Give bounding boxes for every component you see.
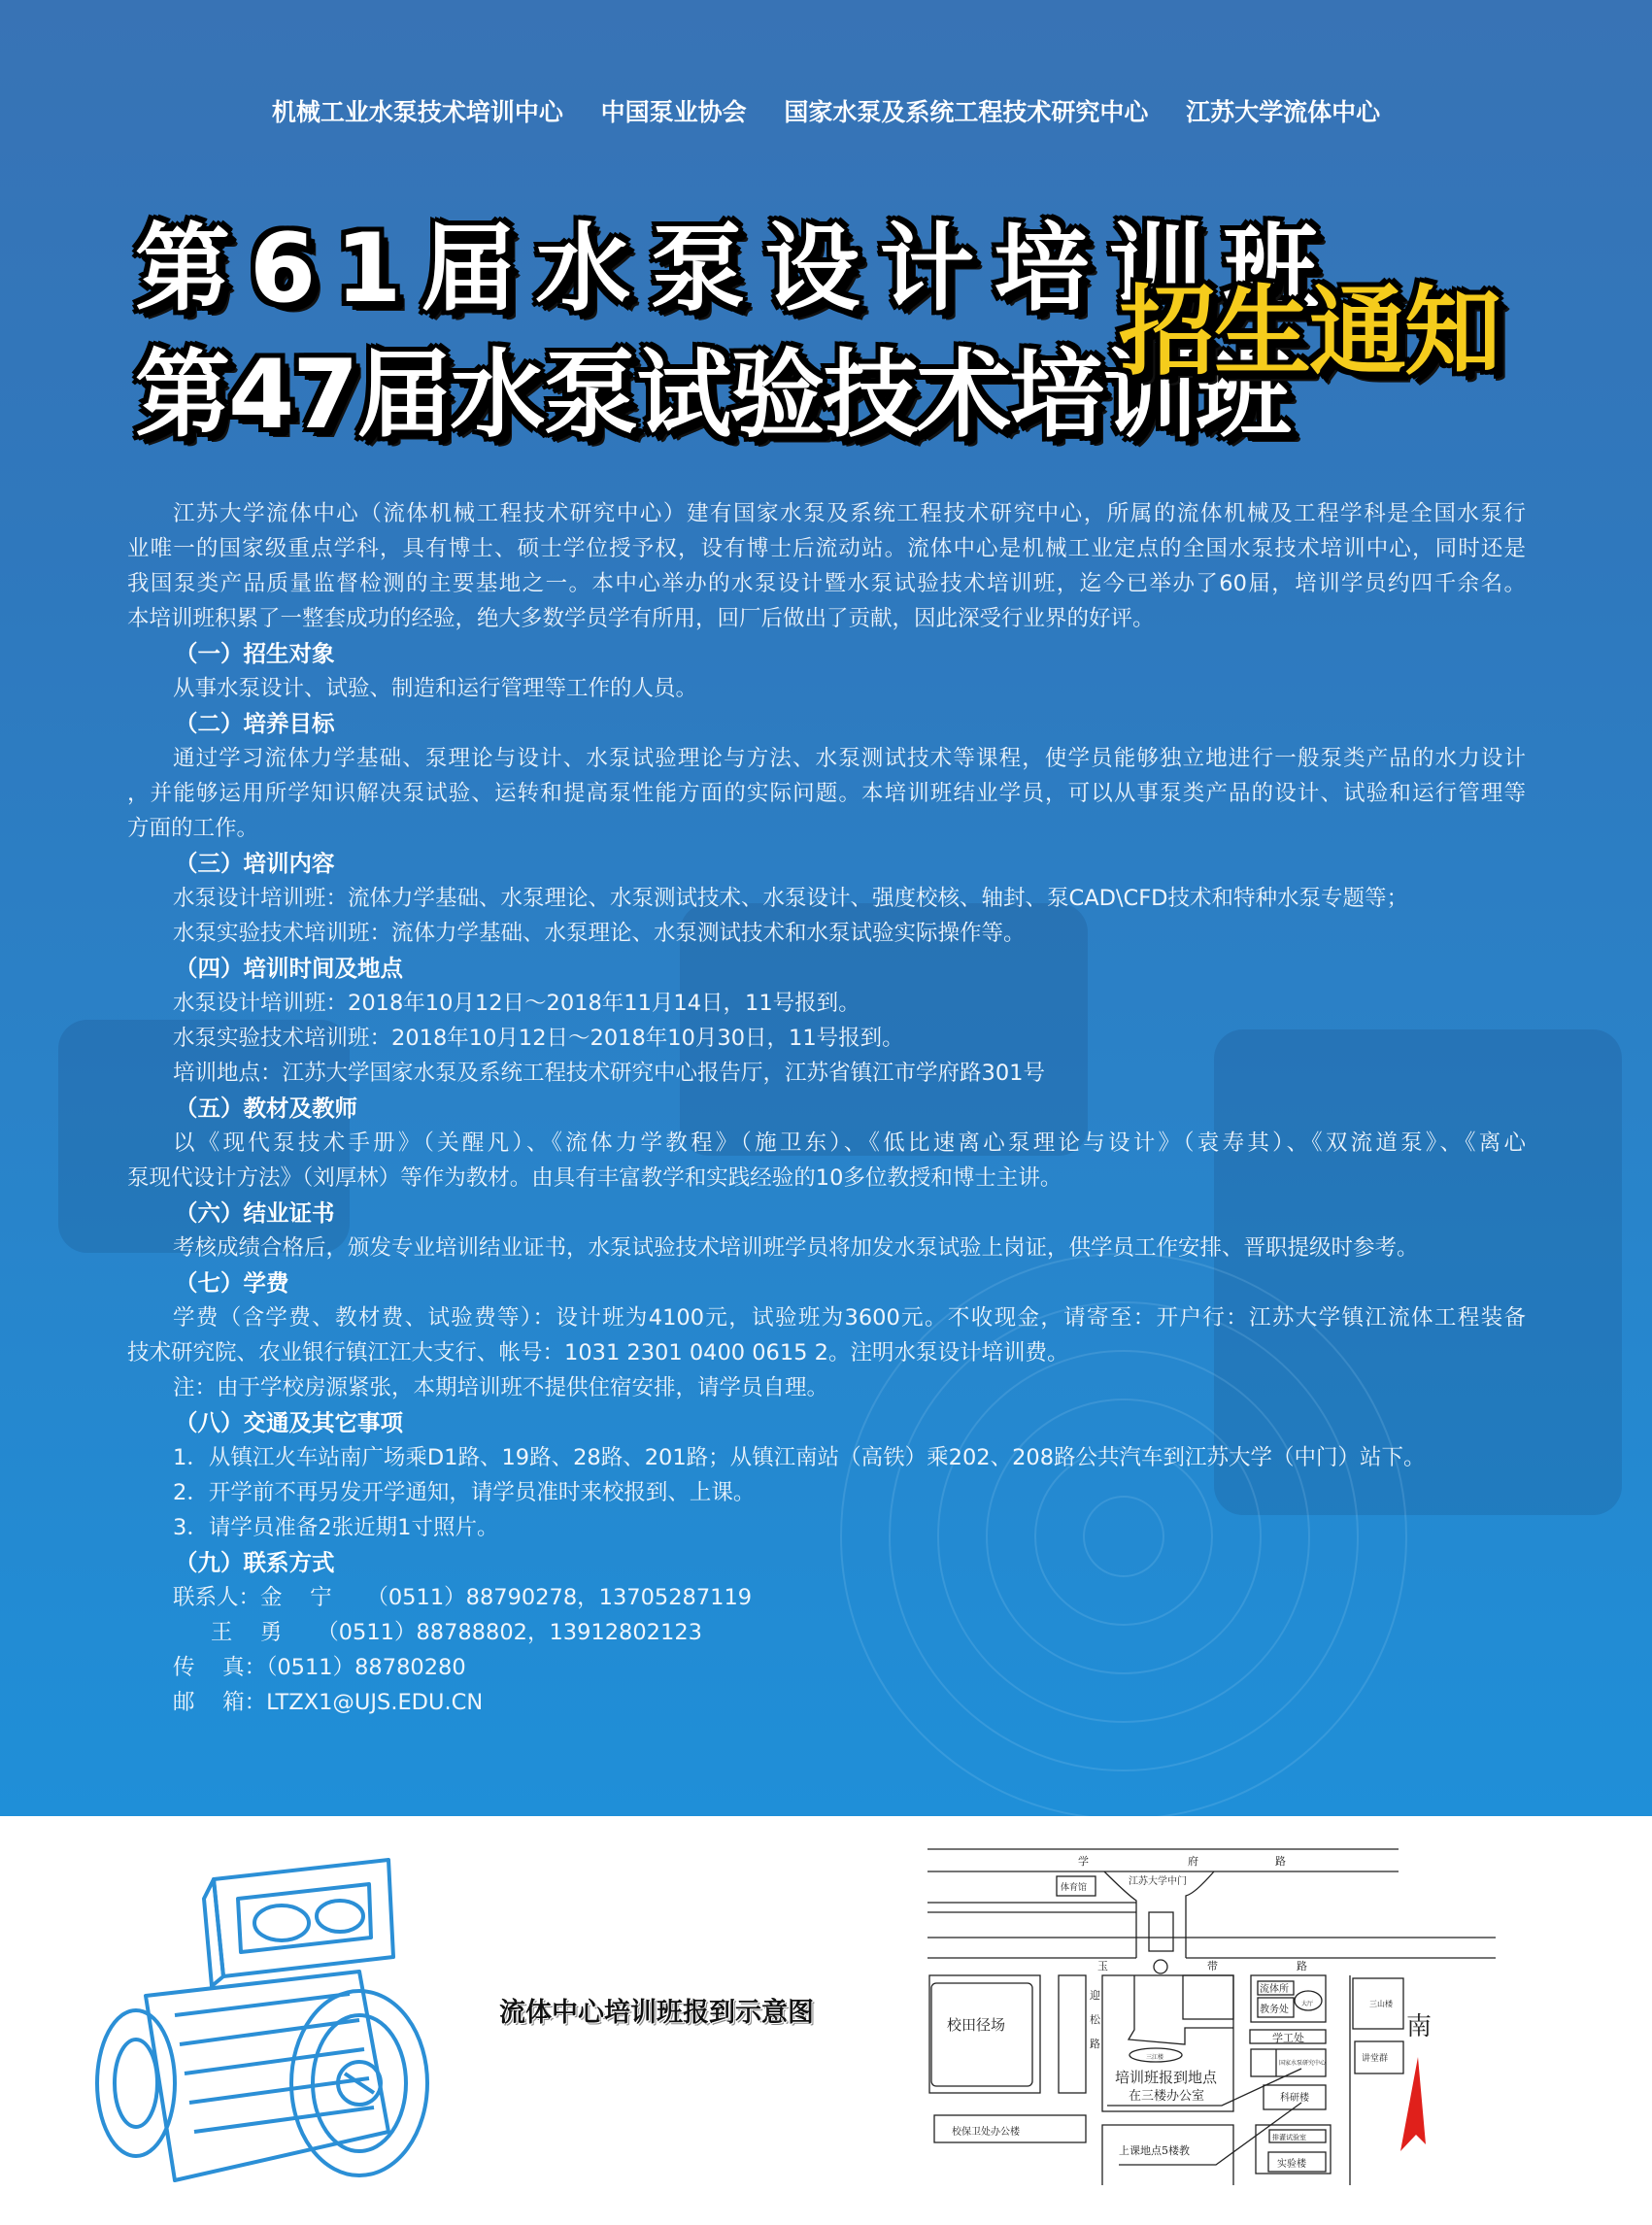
- map-sanshan-label: 三山楼: [1369, 2000, 1393, 2008]
- organizer: 中国泵业协会: [600, 98, 747, 126]
- map-road-label: 府: [1188, 1855, 1198, 1868]
- map-center-label: 国家水泵研究中心: [1279, 2060, 1327, 2067]
- title-line-1: 第61届水泵设计培训班: [135, 214, 1338, 324]
- body-text-line: 水泵设计培训班：流体力学基础、水泵理论、水泵测试技术、水泵设计、强度校核、轴封、泵CAD\CFD技术和特种水泵专题等；: [173, 886, 1408, 911]
- map-academic-label: 教务处: [1260, 2005, 1289, 2015]
- map-report-site-label: 培训班报到地点: [1115, 2069, 1218, 2086]
- map-lecture-label: 讲堂群: [1362, 2054, 1389, 2064]
- map-road-label: 路: [1090, 2038, 1100, 2050]
- body-text-line: 学费（含学费、教材费、试验费等）：设计班为4100元，试验班为3600元。不收现金，请寄至：开户行：江苏大学镇江流体工程装备: [173, 1305, 1526, 1331]
- body-text-line: 技术研究院、农业银行镇江江大支行、帐号：1031 2301 0400 0615 2。注明水泵设计培训费。: [127, 1340, 1069, 1365]
- section-heading: （九）联系方式: [175, 1549, 335, 1576]
- section-heading: （四）培训时间及地点: [175, 955, 403, 982]
- map-road-label: 路: [1275, 1855, 1286, 1868]
- section-heading: （三）培训内容: [175, 850, 335, 877]
- north-south-arrow-icon: [1400, 2057, 1426, 2151]
- body-text-line: 水泵实验技术培训班：流体力学基础、水泵理论、水泵测试技术和水泵试验实际操作等。: [173, 921, 1026, 946]
- organizers: [0, 93, 1652, 128]
- body-text-line: 方面的工作。: [127, 816, 259, 841]
- map-lab-label: 排灌试验室: [1272, 2134, 1306, 2141]
- body-text-line: 3．请学员准备2张近期1寸照片。: [173, 1515, 499, 1540]
- map-research-label: 科研楼: [1280, 2093, 1309, 2104]
- pump-screw: [254, 1905, 309, 1940]
- map-class-site-label: 上课地点5楼教: [1119, 2144, 1190, 2157]
- pump-flange: [97, 2010, 175, 2156]
- body-text-line: 水泵实验技术培训班：2018年10月12日～2018年10月30日，11号报到。: [173, 1026, 904, 1051]
- map-security-label: 校保卫处办公楼: [952, 2127, 1020, 2138]
- map-road-label: 迎: [1090, 1989, 1100, 2002]
- section-heading: （五）教材及教师: [175, 1095, 357, 1122]
- organizer: 机械工业水泵技术培训中心: [271, 98, 563, 126]
- body-text-line: 王 勇 （0511）88788802，13912802123: [127, 1620, 702, 1645]
- body-text-line: 本培训班积累了一整套成功的经验，绝大多数学员学有所用，回厂后做出了贡献，因此深受行业界的好评。: [127, 606, 1155, 631]
- pump-illustration: [68, 1840, 456, 2200]
- body-text-line: 1．从镇江火车站南广场乘D1路、19路、28路、201路；从镇江南站（高铁）乘202、208路公共汽车到江苏大学（中门）站下。: [173, 1445, 1426, 1470]
- section-heading: （二）培养目标: [175, 710, 335, 737]
- map-fluid-label: 流体所: [1260, 1984, 1289, 1995]
- organizer: 国家水泵及系统工程技术研究中心: [784, 98, 1149, 126]
- map-gym-label: 体育馆: [1061, 1883, 1088, 1893]
- map-road-label: 玉: [1097, 1960, 1108, 1972]
- body-text-line: 从事水泵设计、试验、制造和运行管理等工作的人员。: [173, 676, 698, 701]
- campus-map: [913, 1836, 1496, 2205]
- body-text-line: 2．开学前不再另发开学通知，请学员准时来校报到、上课。: [173, 1480, 756, 1505]
- body-text-line: 注：由于学校房源紧张，本期培训班不提供住宿安排，请学员自理。: [173, 1375, 829, 1400]
- map-caption: 流体中心培训班报到示意图: [499, 1998, 814, 2028]
- body-text-line: 通过学习流体力学基础、泵理论与设计、水泵试验理论与方法、水泵测试技术等课程，使学员能够独立地进行一般泵类产品的水力设计: [173, 746, 1526, 771]
- section-heading: （一）招生对象: [175, 640, 335, 667]
- notice-body: [127, 496, 1526, 1720]
- map-road-label: 学: [1078, 1855, 1089, 1868]
- map-hall-label: 大厅: [1301, 2001, 1314, 2007]
- map-sanjiang-label: 三江楼: [1146, 2054, 1164, 2061]
- map-road-label: 带: [1207, 1960, 1218, 1972]
- body-text-line: 泵现代设计方法》（刘厚林）等作为教材。由具有丰富教学和实践经验的10多位教授和博士主讲。: [127, 1165, 1062, 1191]
- body-text-line: 传 真：（0511）88780280: [173, 1655, 466, 1680]
- map-road-label: 松: [1090, 2013, 1100, 2026]
- section-heading: （七）学费: [175, 1269, 289, 1297]
- section-heading: （八）交通及其它事项: [175, 1409, 403, 1436]
- map-field-label: 校田径场: [947, 2016, 1006, 2034]
- enrollment-notice-badge: 招生通知: [1119, 275, 1500, 388]
- body-text-line: 江苏大学流体中心（流体机械工程技术研究中心）建有国家水泵及系统工程技术研究中心，所属的流体机械及工程学科是全国水泵行: [173, 501, 1526, 526]
- body-text-line: 培训地点：江苏大学国家水泵及系统工程技术研究中心报告厅，江苏省镇江市学府路301号: [173, 1061, 1045, 1086]
- organizer: 江苏大学流体中心: [1186, 98, 1381, 126]
- body-text-line: 业唯一的国家级重点学科，具有博士、硕士学位授予权，设有博士后流动站。流体中心是机械工业定点的全国水泵技术培训中心，同时还是: [127, 536, 1526, 561]
- section-heading: （六）结业证书: [175, 1199, 335, 1227]
- body-text-line: 考核成绩合格后，颁发专业培训结业证书，水泵试验技术培训班学员将加发水泵试验上岗证，供学员工作安排、晋职提级时参考。: [173, 1235, 1419, 1261]
- map-south-label: 南: [1406, 2012, 1433, 2041]
- map-road-label: 路: [1297, 1960, 1307, 1972]
- body-text-line: 以《现代泵技术手册》（关醒凡）、《流体力学教程》（施卫东）、《低比速离心泵理论与设计》（袁寿其）、《双流道泵》、《离心: [173, 1130, 1526, 1156]
- body-text-line: ，并能够运用所学知识解决泵试验、运转和提高泵性能方面的实际问题。本培训班结业学员，可以从事泵类产品的设计、试验和运行管理等: [127, 781, 1526, 806]
- map-student-label: 学工处: [1272, 2032, 1304, 2044]
- body-text-line: 联系人：金 宁 （0511）88790278，13705287119: [173, 1585, 753, 1610]
- map-report-floor-label: 在三楼办公室: [1129, 2089, 1205, 2104]
- map-lab-building-label: 实验楼: [1277, 2159, 1306, 2170]
- body-text-line: 我国泵类产品质量监督检测的主要基地之一。本中心举办的水泵设计暨水泵试验技术培训班，迄今已举办了60届，培训学员约四千余名。: [127, 571, 1526, 596]
- body-text-line: 水泵设计培训班：2018年10月12日～2018年11月14日，11号报到。: [173, 991, 860, 1016]
- body-text-line: 邮 箱：LTZX1@UJS.EDU.CN: [173, 1690, 484, 1715]
- map-gate-label: 江苏大学中门: [1129, 1876, 1187, 1887]
- title-line-2: 第47届水泵试验技术培训班: [135, 340, 1290, 451]
